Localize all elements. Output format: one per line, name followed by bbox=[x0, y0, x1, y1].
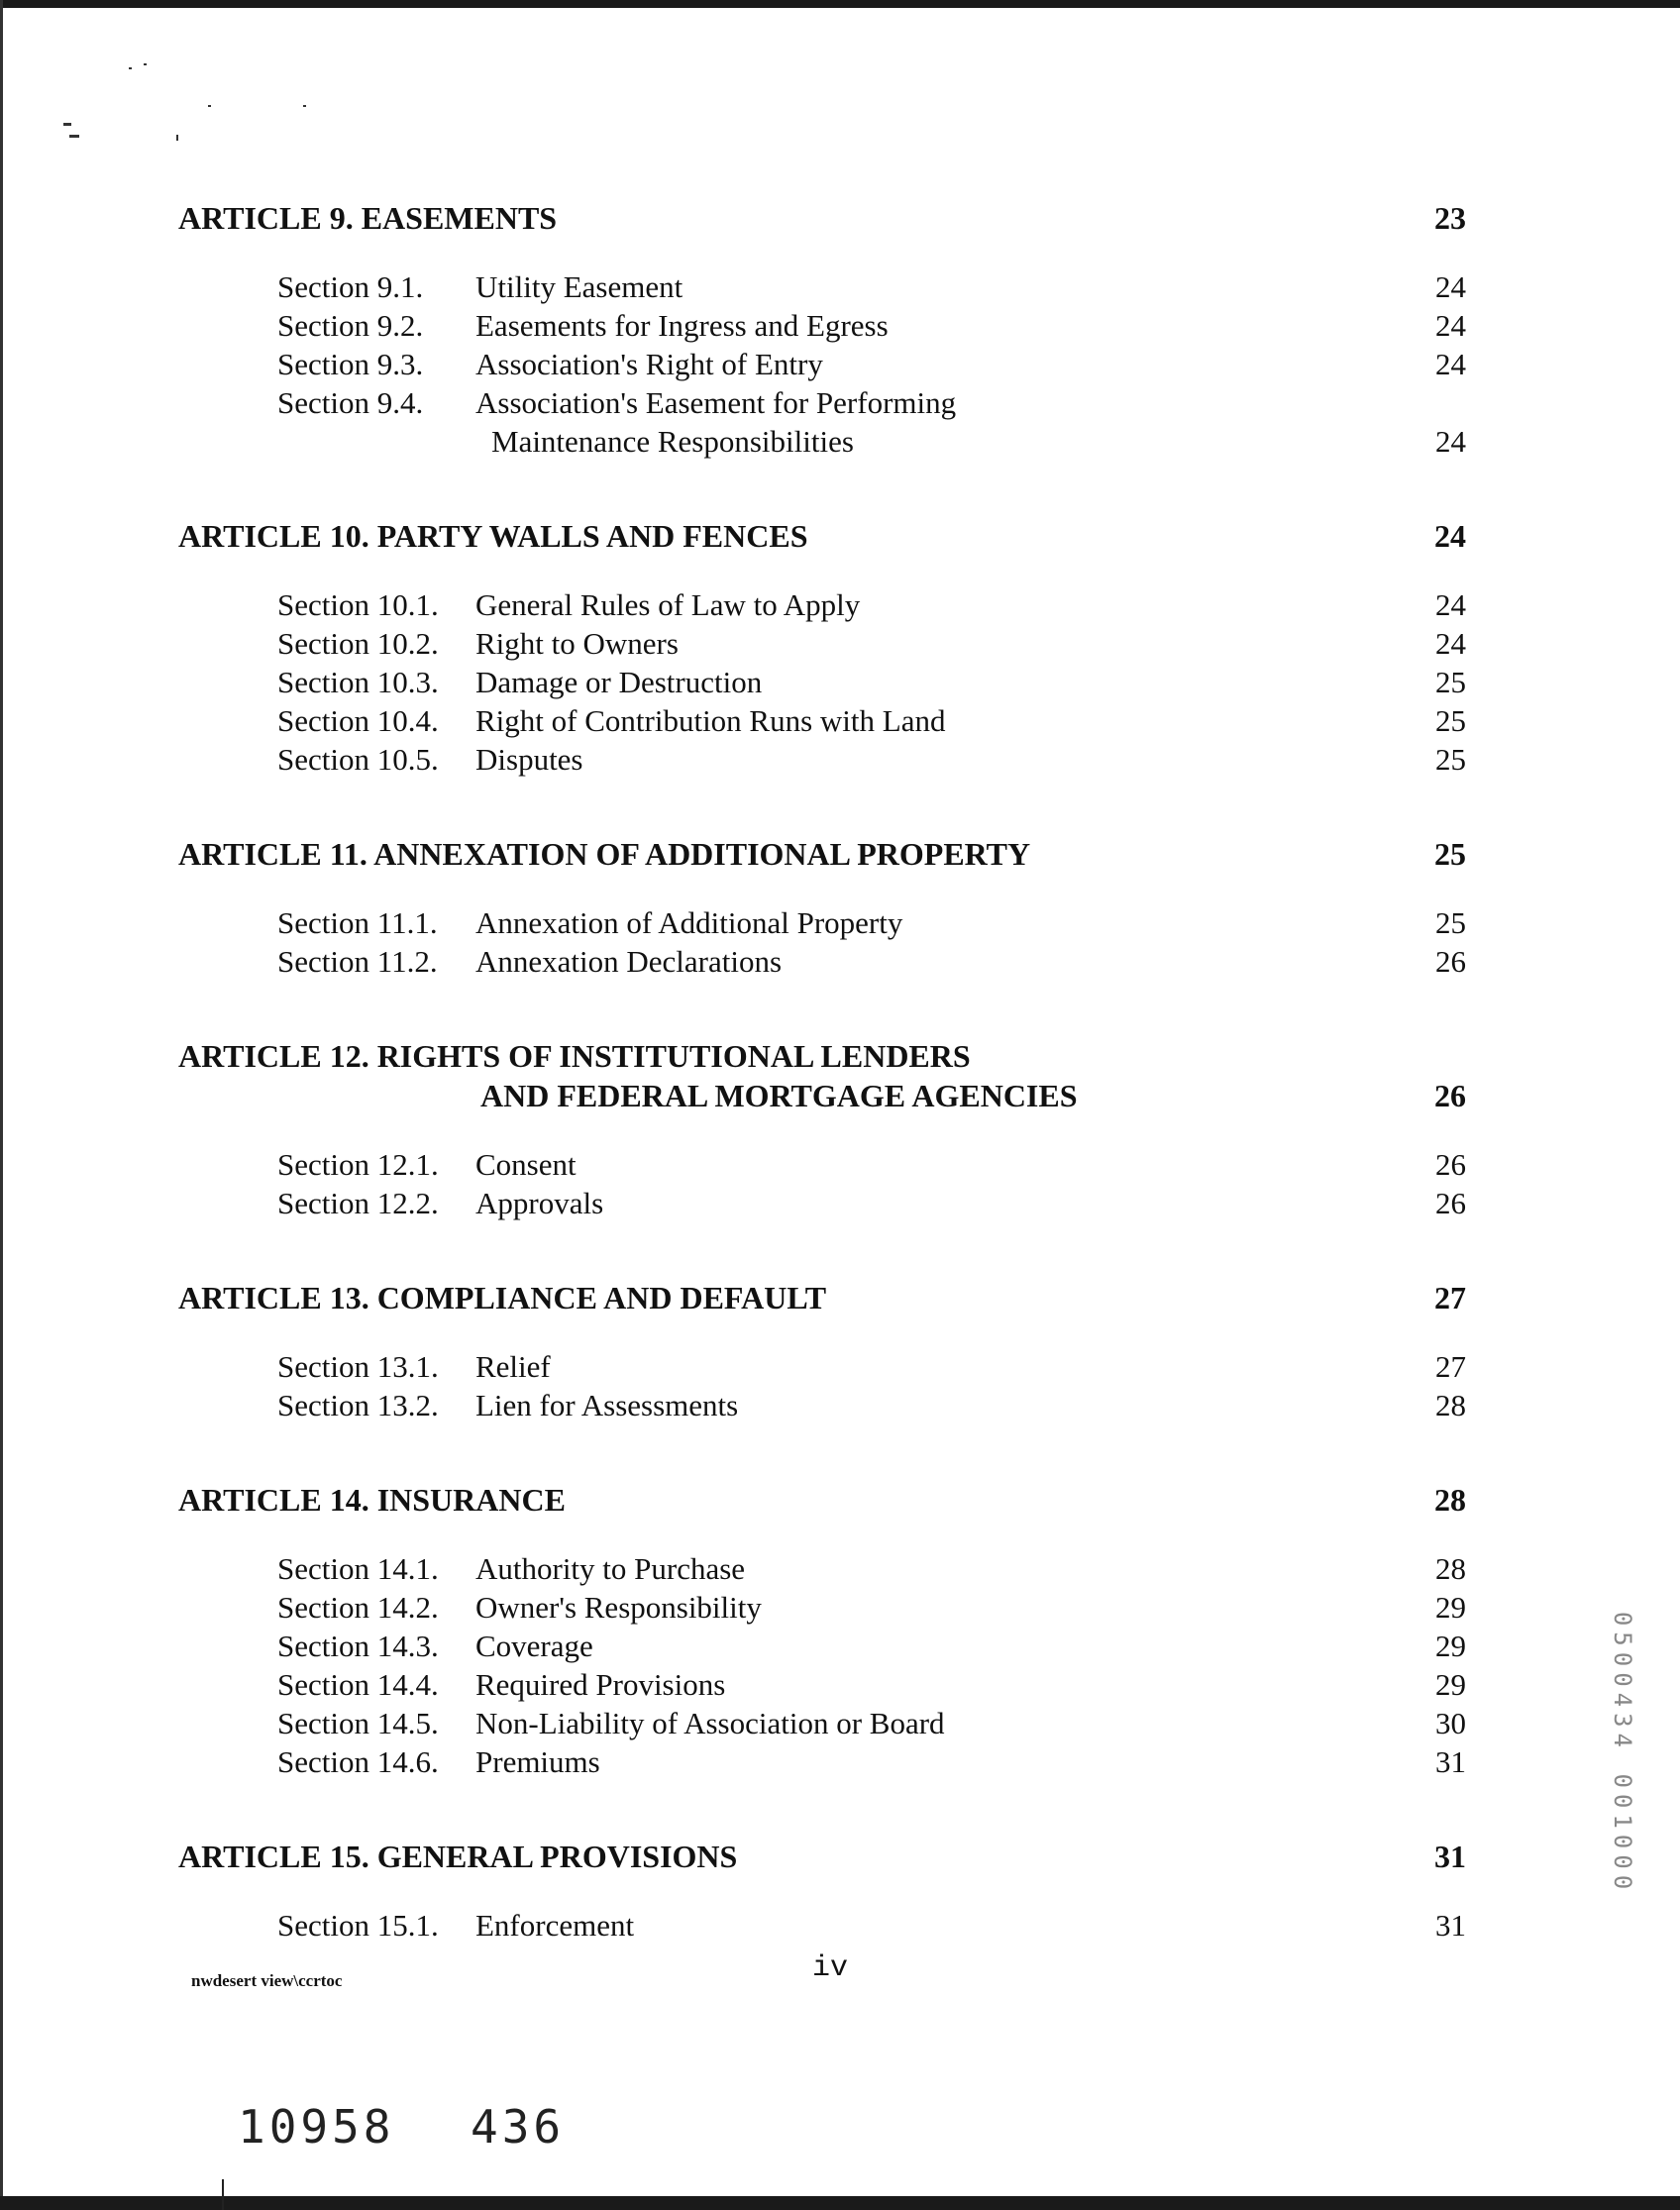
article-title-text: ARTICLE 14. INSURANCE bbox=[178, 1482, 566, 1518]
section-title bbox=[475, 1386, 1407, 1424]
side-stamp bbox=[1603, 1565, 1642, 1942]
section-title bbox=[475, 701, 1407, 740]
section-number: Section 15.1. bbox=[277, 1908, 439, 1943]
section-page-number: 29 bbox=[1435, 1629, 1466, 1663]
toc-article bbox=[178, 834, 1466, 981]
section-title bbox=[475, 306, 1407, 345]
section-number: Section 9.3. bbox=[277, 347, 424, 381]
section-row bbox=[277, 1742, 1466, 1781]
footer-file-path: nwdesert view\ccrtoc bbox=[191, 1971, 343, 1990]
section-title bbox=[475, 663, 1407, 701]
section-title-text: Disputes bbox=[475, 742, 583, 777]
section-page-number: 24 bbox=[1435, 269, 1466, 304]
article-title bbox=[178, 1837, 737, 1876]
section-row bbox=[277, 942, 1466, 981]
article-page-number: 31 bbox=[1434, 1839, 1466, 1874]
section-row bbox=[277, 1347, 1466, 1386]
section-row bbox=[277, 1386, 1466, 1424]
section-number: Section 14.5. bbox=[277, 1706, 439, 1740]
section-title bbox=[475, 1906, 1407, 1945]
article-heading-row bbox=[178, 1036, 1466, 1115]
section-page-number: 24 bbox=[1435, 308, 1466, 343]
section-title-text: Association's Easement for Performing bbox=[475, 385, 957, 420]
section-number: Section 12.2. bbox=[277, 1186, 439, 1220]
section-row bbox=[277, 663, 1466, 701]
article-heading-row bbox=[178, 1278, 1466, 1317]
section-list bbox=[178, 903, 1466, 981]
section-title-text: Right to Owners bbox=[475, 626, 679, 661]
section-page-number: 25 bbox=[1435, 905, 1466, 940]
scan-mark bbox=[222, 2179, 224, 2210]
section-title bbox=[475, 585, 1407, 624]
section-number: Section 13.1. bbox=[277, 1349, 439, 1384]
scan-speck bbox=[63, 123, 71, 126]
section-row bbox=[277, 345, 1466, 383]
section-title bbox=[475, 345, 1407, 383]
section-title bbox=[475, 1588, 1407, 1627]
section-number: Section 14.2. bbox=[277, 1590, 439, 1625]
section-page-number: 27 bbox=[1435, 1349, 1466, 1384]
section-title-text: Coverage bbox=[475, 1629, 593, 1663]
article-title-continued: AND FEDERAL MORTGAGE AGENCIES bbox=[480, 1078, 1078, 1113]
section-number: Section 12.1. bbox=[277, 1147, 439, 1182]
article-title bbox=[178, 1036, 1078, 1115]
section-row bbox=[277, 740, 1466, 779]
section-title bbox=[475, 1145, 1407, 1184]
article-title-text: ARTICLE 12. RIGHTS OF INSTITUTIONAL LENDERS bbox=[178, 1038, 971, 1074]
scan-speck bbox=[69, 135, 79, 138]
section-title-text: Owner's Responsibility bbox=[475, 1590, 762, 1625]
section-page-number: 25 bbox=[1435, 665, 1466, 699]
article-heading-row bbox=[178, 834, 1466, 874]
section-title bbox=[475, 1347, 1407, 1386]
section-title-text: Consent bbox=[475, 1147, 577, 1182]
section-number: Section 14.4. bbox=[277, 1667, 439, 1702]
recording-book-number: 10958 bbox=[238, 2100, 395, 2154]
section-number: Section 10.3. bbox=[277, 665, 439, 699]
article-title bbox=[178, 834, 1030, 874]
article-heading-row bbox=[178, 198, 1466, 238]
section-title bbox=[475, 383, 1407, 461]
article-page-number: 26 bbox=[1434, 1078, 1466, 1113]
section-row bbox=[277, 1906, 1466, 1945]
section-row bbox=[277, 1184, 1466, 1222]
scan-speck bbox=[208, 105, 211, 107]
toc-article bbox=[178, 516, 1466, 779]
article-title bbox=[178, 198, 557, 238]
section-number: Section 10.1. bbox=[277, 587, 439, 622]
section-page-number: 29 bbox=[1435, 1590, 1466, 1625]
article-page-number: 25 bbox=[1434, 836, 1466, 872]
section-title-text: Damage or Destruction bbox=[475, 665, 763, 699]
article-page-number: 24 bbox=[1434, 518, 1466, 554]
section-number: Section 11.2. bbox=[277, 944, 438, 979]
section-title-text: Non-Liability of Association or Board bbox=[475, 1706, 945, 1740]
section-list bbox=[178, 1347, 1466, 1424]
article-page-number: 23 bbox=[1434, 200, 1466, 236]
section-page-number: 28 bbox=[1435, 1388, 1466, 1422]
section-title bbox=[475, 740, 1407, 779]
article-title-text: ARTICLE 11. ANNEXATION OF ADDITIONAL PROPERTY bbox=[178, 836, 1031, 872]
article-page-number: 27 bbox=[1434, 1280, 1466, 1315]
section-title-text: Enforcement bbox=[475, 1908, 635, 1943]
scan-border-bottom bbox=[0, 2196, 1680, 2210]
section-row bbox=[277, 1549, 1466, 1588]
section-list bbox=[178, 1549, 1466, 1781]
section-page-number: 26 bbox=[1435, 1186, 1466, 1220]
section-row bbox=[277, 306, 1466, 345]
section-page-number: 31 bbox=[1435, 1908, 1466, 1943]
section-page-number: 29 bbox=[1435, 1667, 1466, 1702]
section-number: Section 14.3. bbox=[277, 1629, 439, 1663]
scan-speck bbox=[144, 63, 147, 65]
section-title-text: Annexation of Additional Property bbox=[475, 905, 903, 940]
section-row bbox=[277, 1588, 1466, 1627]
scan-border-top bbox=[0, 0, 1680, 8]
section-title bbox=[475, 624, 1407, 663]
section-title-text: Relief bbox=[475, 1349, 551, 1384]
section-title-text: Approvals bbox=[475, 1186, 604, 1220]
article-title bbox=[178, 516, 808, 556]
table-of-contents bbox=[178, 198, 1466, 2000]
section-title-text: Association's Right of Entry bbox=[475, 347, 823, 381]
section-number: Section 14.1. bbox=[277, 1551, 439, 1586]
section-title-text: Premiums bbox=[475, 1744, 600, 1779]
section-page-number: 24 bbox=[1435, 424, 1466, 459]
scan-speck bbox=[129, 67, 132, 69]
section-title bbox=[475, 1665, 1407, 1704]
section-title-text: Utility Easement bbox=[475, 269, 683, 304]
section-title bbox=[475, 1704, 1407, 1742]
section-row bbox=[277, 1145, 1466, 1184]
section-row bbox=[277, 701, 1466, 740]
section-title bbox=[475, 1742, 1407, 1781]
section-row bbox=[277, 1704, 1466, 1742]
section-page-number: 31 bbox=[1435, 1744, 1466, 1779]
recording-page-number: 436 bbox=[471, 2100, 566, 2154]
footer-page-number: iv bbox=[812, 1951, 849, 1985]
toc-article bbox=[178, 1278, 1466, 1424]
toc-article bbox=[178, 198, 1466, 461]
section-row bbox=[277, 383, 1466, 461]
toc-article bbox=[178, 1480, 1466, 1781]
section-number: Section 14.6. bbox=[277, 1744, 439, 1779]
section-row bbox=[277, 1665, 1466, 1704]
section-number: Section 9.2. bbox=[277, 308, 424, 343]
section-title-continued: Maintenance Responsibilities bbox=[491, 424, 854, 459]
toc-article bbox=[178, 1036, 1466, 1222]
section-page-number: 25 bbox=[1435, 742, 1466, 777]
section-page-number: 30 bbox=[1435, 1706, 1466, 1740]
section-page-number: 26 bbox=[1435, 944, 1466, 979]
side-stamp-text: 0500434 001000 bbox=[1609, 1611, 1637, 1896]
section-title-text: Right of Contribution Runs with Land bbox=[475, 703, 946, 738]
section-title bbox=[475, 903, 1407, 942]
section-row bbox=[277, 624, 1466, 663]
section-number: Section 10.4. bbox=[277, 703, 439, 738]
article-title-text: ARTICLE 10. PARTY WALLS AND FENCES bbox=[178, 518, 808, 554]
article-heading-row bbox=[178, 1480, 1466, 1520]
section-list bbox=[178, 1145, 1466, 1222]
article-title-text: ARTICLE 13. COMPLIANCE AND DEFAULT bbox=[178, 1280, 827, 1315]
article-title-text: ARTICLE 9. EASEMENTS bbox=[178, 200, 558, 236]
section-page-number: 24 bbox=[1435, 347, 1466, 381]
section-title bbox=[475, 1549, 1407, 1588]
article-page-number: 28 bbox=[1434, 1482, 1466, 1518]
article-title bbox=[178, 1278, 826, 1317]
section-page-number: 24 bbox=[1435, 587, 1466, 622]
article-heading-row bbox=[178, 1837, 1466, 1876]
section-number: Section 9.4. bbox=[277, 385, 424, 420]
section-title-text: Required Provisions bbox=[475, 1667, 726, 1702]
section-number: Section 13.2. bbox=[277, 1388, 439, 1422]
section-title bbox=[475, 267, 1407, 306]
section-title-text: Authority to Purchase bbox=[475, 1551, 746, 1586]
section-title bbox=[475, 942, 1407, 981]
scan-speck bbox=[303, 105, 306, 107]
section-list bbox=[178, 585, 1466, 779]
article-heading-row bbox=[178, 516, 1466, 556]
section-row bbox=[277, 585, 1466, 624]
section-title-text: Easements for Ingress and Egress bbox=[475, 308, 889, 343]
section-list bbox=[178, 267, 1466, 461]
section-title bbox=[475, 1184, 1407, 1222]
section-row bbox=[277, 1627, 1466, 1665]
section-title bbox=[475, 1627, 1407, 1665]
section-number: Section 11.1. bbox=[277, 905, 438, 940]
section-number: Section 10.5. bbox=[277, 742, 439, 777]
section-title-text: Annexation Declarations bbox=[475, 944, 783, 979]
section-page-number: 26 bbox=[1435, 1147, 1466, 1182]
scan-speck bbox=[176, 135, 178, 141]
section-title-text: General Rules of Law to Apply bbox=[475, 587, 861, 622]
section-row bbox=[277, 903, 1466, 942]
section-number: Section 10.2. bbox=[277, 626, 439, 661]
article-title-text: ARTICLE 15. GENERAL PROVISIONS bbox=[178, 1839, 738, 1874]
section-page-number: 24 bbox=[1435, 626, 1466, 661]
section-page-number: 25 bbox=[1435, 703, 1466, 738]
section-list bbox=[178, 1906, 1466, 1945]
toc-article bbox=[178, 1837, 1466, 1945]
section-row bbox=[277, 267, 1466, 306]
scan-border-left bbox=[0, 0, 3, 2210]
section-title-text: Lien for Assessments bbox=[475, 1388, 739, 1422]
section-number: Section 9.1. bbox=[277, 269, 424, 304]
article-title bbox=[178, 1480, 566, 1520]
section-page-number: 28 bbox=[1435, 1551, 1466, 1586]
